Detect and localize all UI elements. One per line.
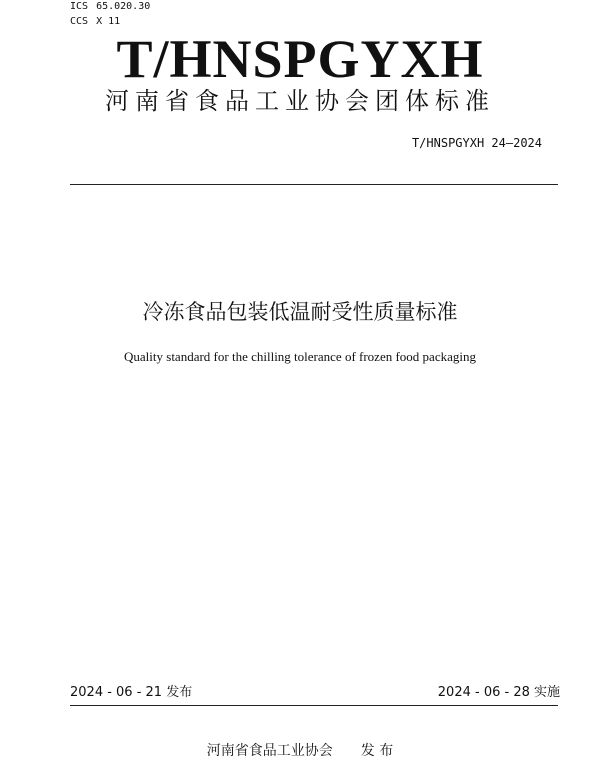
ccs-code: X 11 xyxy=(96,16,121,27)
document-number: T/HNSPGYXH 24—2024 xyxy=(411,136,542,150)
publish-action: 发 布 xyxy=(360,743,394,759)
standard-code-heading: T/HNSPGYXH xyxy=(116,29,484,89)
publisher-name: 河南省食品工业协会 xyxy=(206,743,333,759)
top-divider xyxy=(70,184,558,185)
ics-code: 65.020.30 xyxy=(96,1,151,12)
ics-label: ICS xyxy=(70,1,89,12)
ccs-label: CCS xyxy=(70,16,89,27)
organization-standard-title: 河南省食品工业协会团体标准 xyxy=(105,87,495,115)
implementation-date: 2024 - 06 - 28 实施 xyxy=(437,685,560,700)
publisher-line xyxy=(0,742,600,760)
document-title-english: Quality standard for the chilling tolerance of frozen food packaging xyxy=(124,349,476,364)
ccs-classification xyxy=(70,15,128,28)
bottom-divider xyxy=(70,705,558,706)
issue-date: 2024 - 06 - 21 发布 xyxy=(70,685,193,700)
document-title-chinese: 冷冻食品包装低温耐受性质量标准 xyxy=(142,300,458,324)
ics-classification xyxy=(70,0,158,13)
